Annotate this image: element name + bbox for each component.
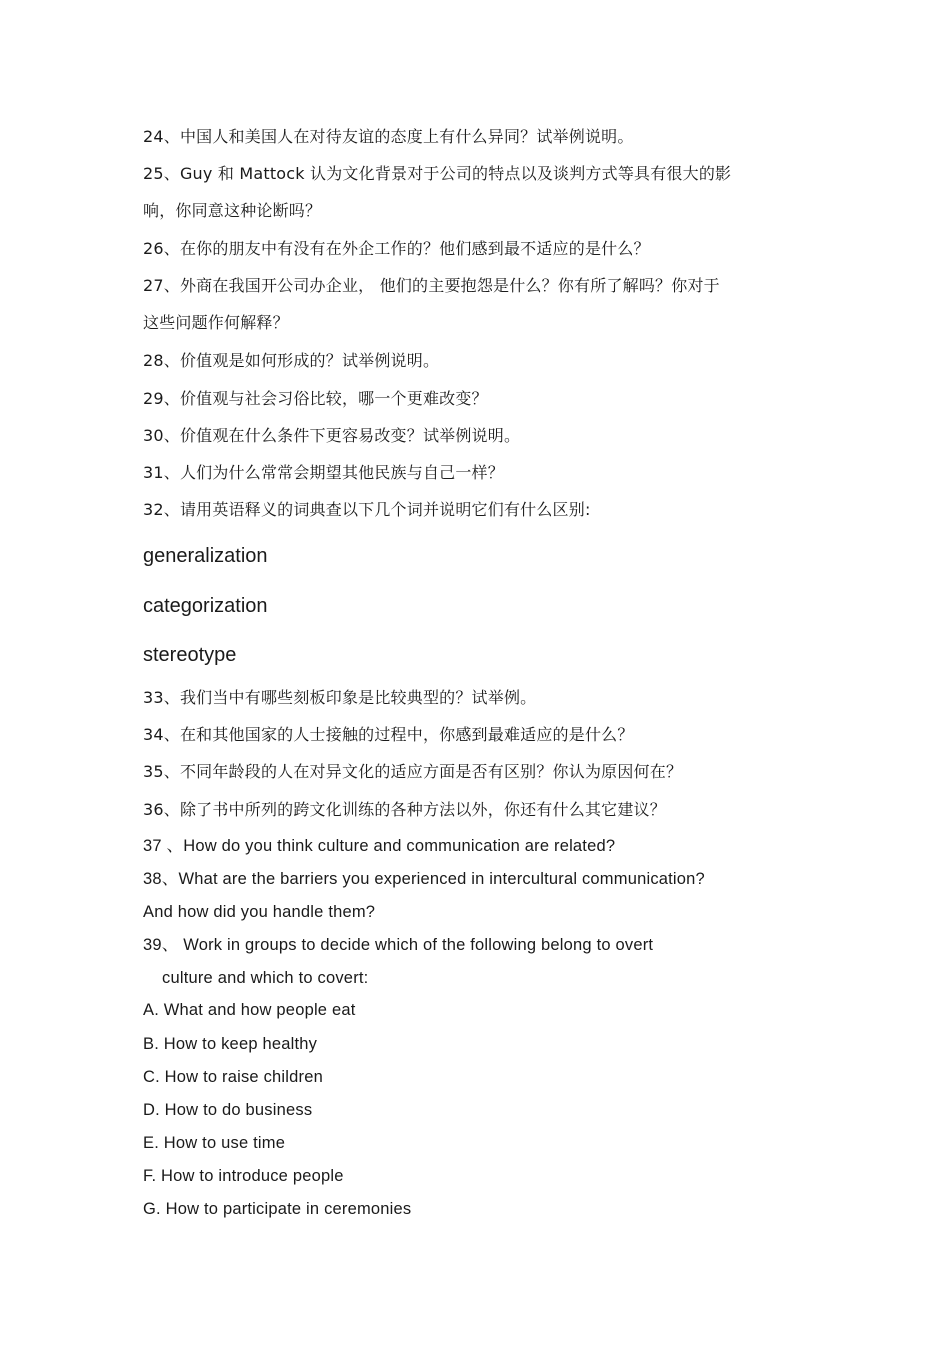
option-b: B. How to keep healthy	[143, 1035, 318, 1053]
option-e: E. How to use time	[143, 1134, 286, 1152]
term-stereotype: stereotype	[143, 644, 237, 666]
question-37: 37 、How do you think culture and communication are related?	[143, 837, 616, 855]
question-38-line-1: 38、What are the barriers you experienced in intercultural communication?	[143, 870, 705, 888]
question-28: 28、价值观是如何形成的？试举例说明。	[143, 351, 440, 370]
term-generalization: generalization	[143, 545, 268, 567]
question-33: 33、我们当中有哪些刻板印象是比较典型的？试举例。	[143, 688, 537, 707]
question-39-line-2: culture and which to covert:	[162, 969, 369, 987]
question-32: 32、请用英语释义的词典查以下几个词并说明它们有什么区别:	[143, 500, 591, 519]
question-27-line-1: 27、外商在我国开公司办企业， 他们的主要抱怨是什么？你有所了解吗？你对于	[143, 276, 720, 295]
option-f: F. How to introduce people	[143, 1167, 344, 1185]
question-24: 24、中国人和美国人在对待友谊的态度上有什么异同？试举例说明。	[143, 127, 634, 146]
question-25-line-1: 25、Guy 和 Mattock 认为文化背景对于公司的特点以及谈判方式等具有很大的影	[143, 164, 732, 183]
option-a: A. What and how people eat	[143, 1001, 356, 1019]
question-36: 36、除了书中所列的跨文化训练的各种方法以外，你还有什么其它建议？	[143, 800, 666, 819]
question-34: 34、在和其他国家的人士接触的过程中，你感到最难适应的是什么？	[143, 725, 634, 744]
question-39-line-1: 39、 Work in groups to decide which of the following belong to overt	[143, 936, 654, 954]
question-25-line-2: 响，你同意这种论断吗？	[143, 201, 322, 220]
question-27-line-2: 这些问题作何解释？	[143, 313, 289, 332]
question-30: 30、价值观在什么条件下更容易改变？试举例说明。	[143, 426, 521, 445]
question-35: 35、不同年龄段的人在对异文化的适应方面是否有区别？你认为原因何在？	[143, 762, 683, 781]
question-26: 26、在你的朋友中有没有在外企工作的？他们感到最不适应的是什么？	[143, 239, 650, 258]
term-categorization: categorization	[143, 595, 268, 617]
question-31: 31、人们为什么常常会期望其他民族与自己一样？	[143, 463, 504, 482]
option-d: D. How to do business	[143, 1101, 313, 1119]
question-38-line-2: And how did you handle them?	[143, 903, 376, 921]
option-c: C. How to raise children	[143, 1068, 323, 1086]
question-29: 29、价值观与社会习俗比较，哪一个更难改变？	[143, 389, 488, 408]
option-g: G. How to participate in ceremonies	[143, 1200, 412, 1218]
